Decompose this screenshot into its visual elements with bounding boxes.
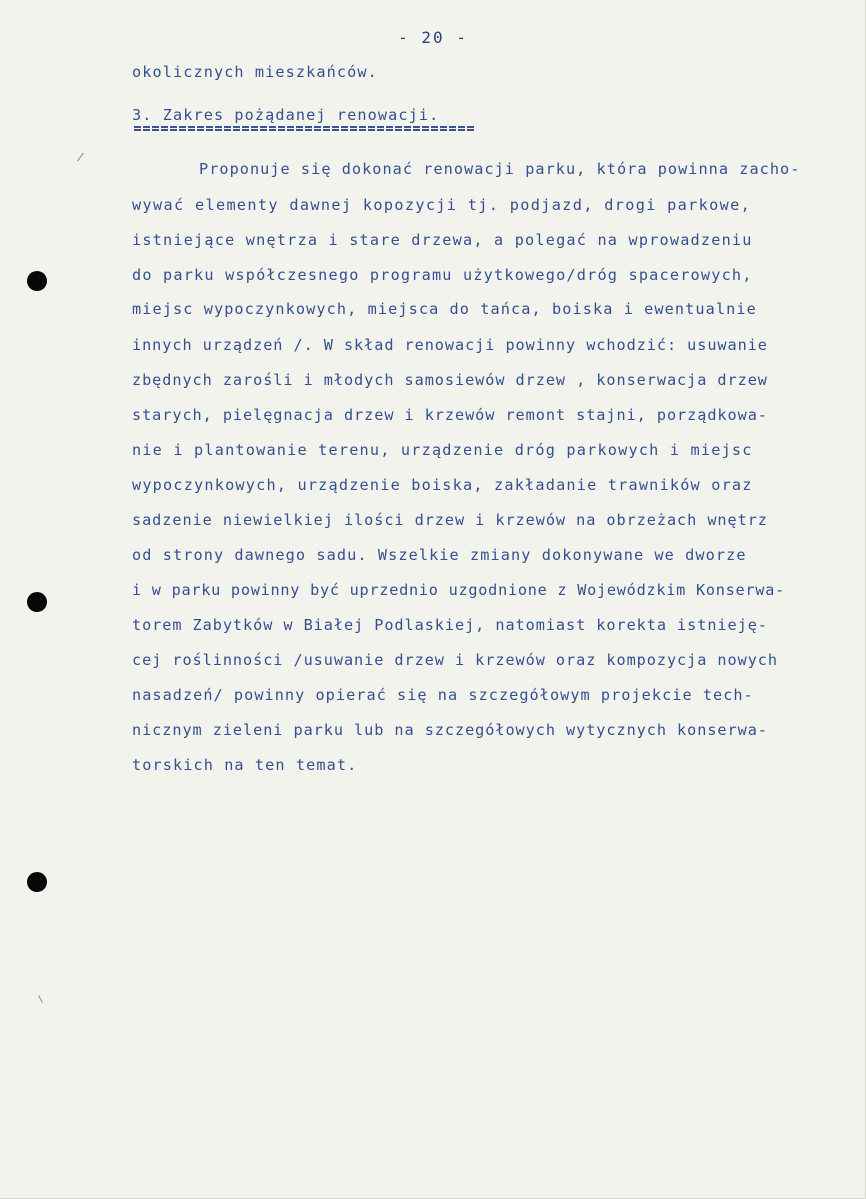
paragraph-line: wypoczynkowych, urządzenie boiska, zakładanie trawników oraz [132,476,753,494]
paragraph-line: do parku współczesnego programu użytkowego/dróg spacerowych, [132,266,753,284]
paragraph-line: nasadzeń/ powinny opierać się na szczegółowym projekcie tech- [132,686,754,704]
section-heading: 3. Zakres pożądanej renowacji. [132,106,440,124]
paragraph-line: cej roślinności /usuwanie drzew i krzewów oraz kompozycja nowych [132,651,778,669]
paragraph-line: miejsc wypoczynkowych, miejsca do tańca, boiska i ewentualnie [132,300,757,318]
paper-mark [38,995,43,1002]
paragraph-line: torem Zabytków w Białej Podlaskiej, natomiast korekta istnieję- [132,616,768,634]
paragraph-line: torskich na ten temat. [132,756,358,774]
paragraph-line: innych urządzeń /. W skład renowacji powinny wchodzić: usuwanie [132,336,768,354]
page-number: - 20 - [398,28,468,47]
paragraph-line: od strony dawnego sadu. Wszelkie zmiany dokonywane we dworze [132,546,747,564]
paragraph-line: Proponuje się dokonać renowacji parku, która powinna zacho- [199,160,801,178]
intro-line: okolicznych mieszkańców. [132,63,378,81]
punch-hole [27,271,47,291]
paragraph-line: nie i plantowanie terenu, urządzenie dróg parkowych i miejsc [132,441,753,459]
punch-hole [27,592,47,612]
paragraph-line: starych, pielęgnacja drzew i krzewów remont stajni, porządkowa- [132,406,768,424]
heading-underline [134,126,474,132]
paragraph-line: istniejące wnętrza i stare drzewa, a polegać na wprowadzeniu [132,231,753,249]
paragraph-line: i w parku powinny być uprzednio uzgodnione z Wojewódzkim Konserwa- [132,581,785,599]
paragraph-line: zbędnych zarośli i młodych samosiewów drzew , konserwacja drzew [132,371,768,389]
punch-hole [27,872,47,892]
paragraph-line: wywać elementy dawnej kopozycji tj. podjazd, drogi parkowe, [132,196,752,214]
paper-mark [77,153,84,162]
paragraph-line: nicznym zieleni parku lub na szczegółowych wytycznych konserwa- [132,721,768,739]
paragraph-line: sadzenie niewielkiej ilości drzew i krzewów na obrzeżach wnętrz [132,511,768,529]
